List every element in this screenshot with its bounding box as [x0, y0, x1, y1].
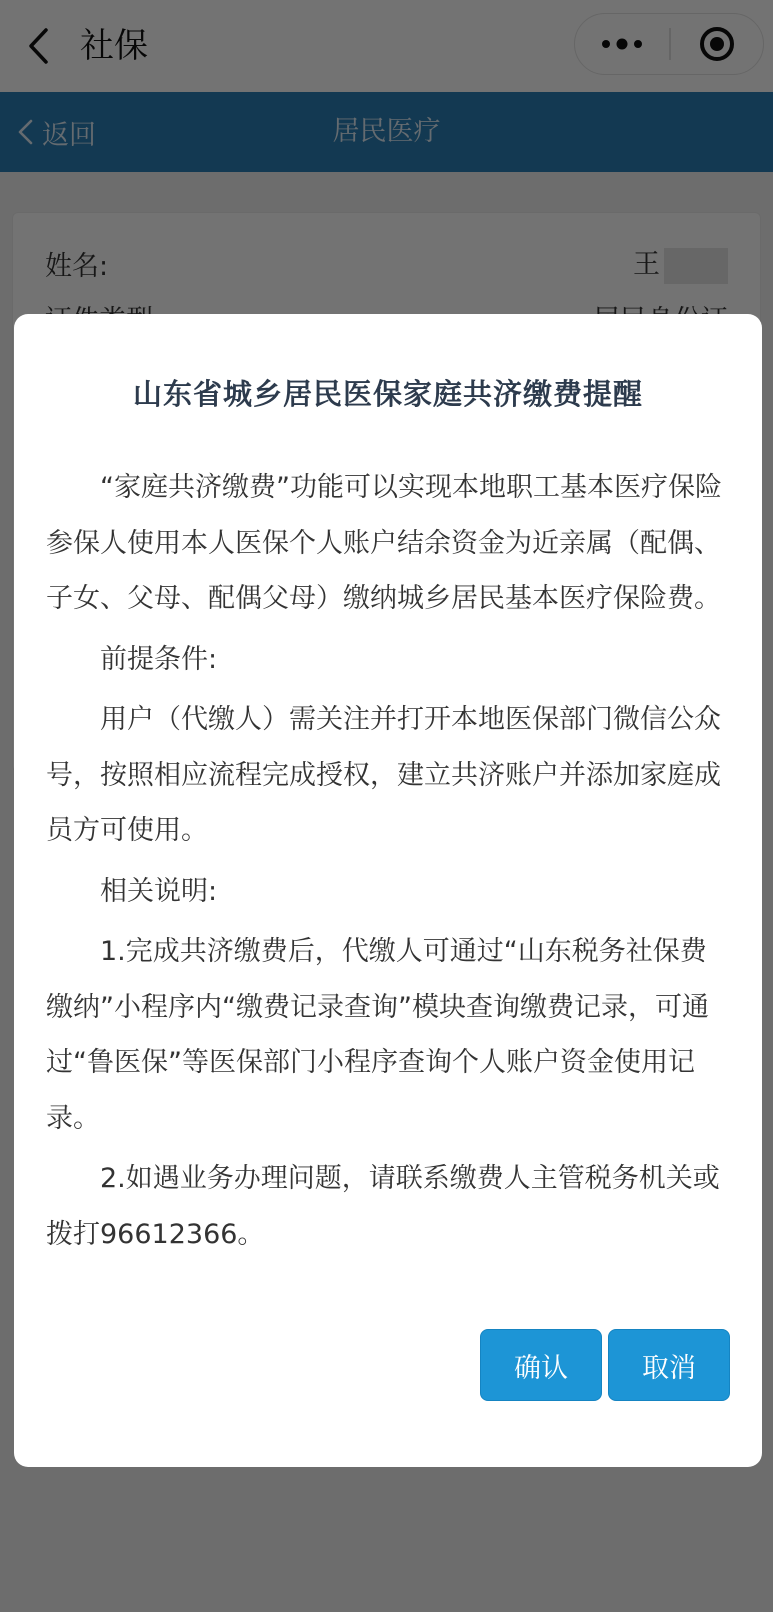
dialog-paragraph: 用户（代缴人）需关注并打开本地医保部门微信公众号，按照相应流程完成授权，建立共济账户并添加家庭成员方可使用。 [46, 704, 721, 846]
confirm-button[interactable]: 确认 [480, 1329, 602, 1401]
dialog-paragraph: 2.如遇业务办理问题，请联系缴费人主管税务机关或拨打96612366。 [46, 1163, 720, 1250]
dialog-title: 山东省城乡居民医保家庭共济缴费提醒 [132, 377, 643, 411]
cancel-button[interactable]: 取消 [608, 1329, 730, 1401]
dialog-paragraph: 1.完成共济缴费后，代缴人可通过“山东税务社保费缴纳”小程序内“缴费记录查询”模块查询缴费记录，可通过“鲁医保”等医保部门小程序查询个人账户资金使用记录。 [46, 936, 709, 1134]
dialog-body [46, 460, 730, 1267]
dialog-paragraph: “家庭共济缴费”功能可以实现本地职工基本医疗保险参保人使用本人医保个人账户结余资金为近亲属（配偶、子女、父母、配偶父母）缴纳城乡居民基本医疗保险费。 [46, 472, 722, 614]
dialog-heading-prerequisite: 前提条件: [100, 643, 218, 675]
notice-dialog [14, 314, 762, 1467]
dialog-heading-notes: 相关说明: [100, 875, 218, 907]
